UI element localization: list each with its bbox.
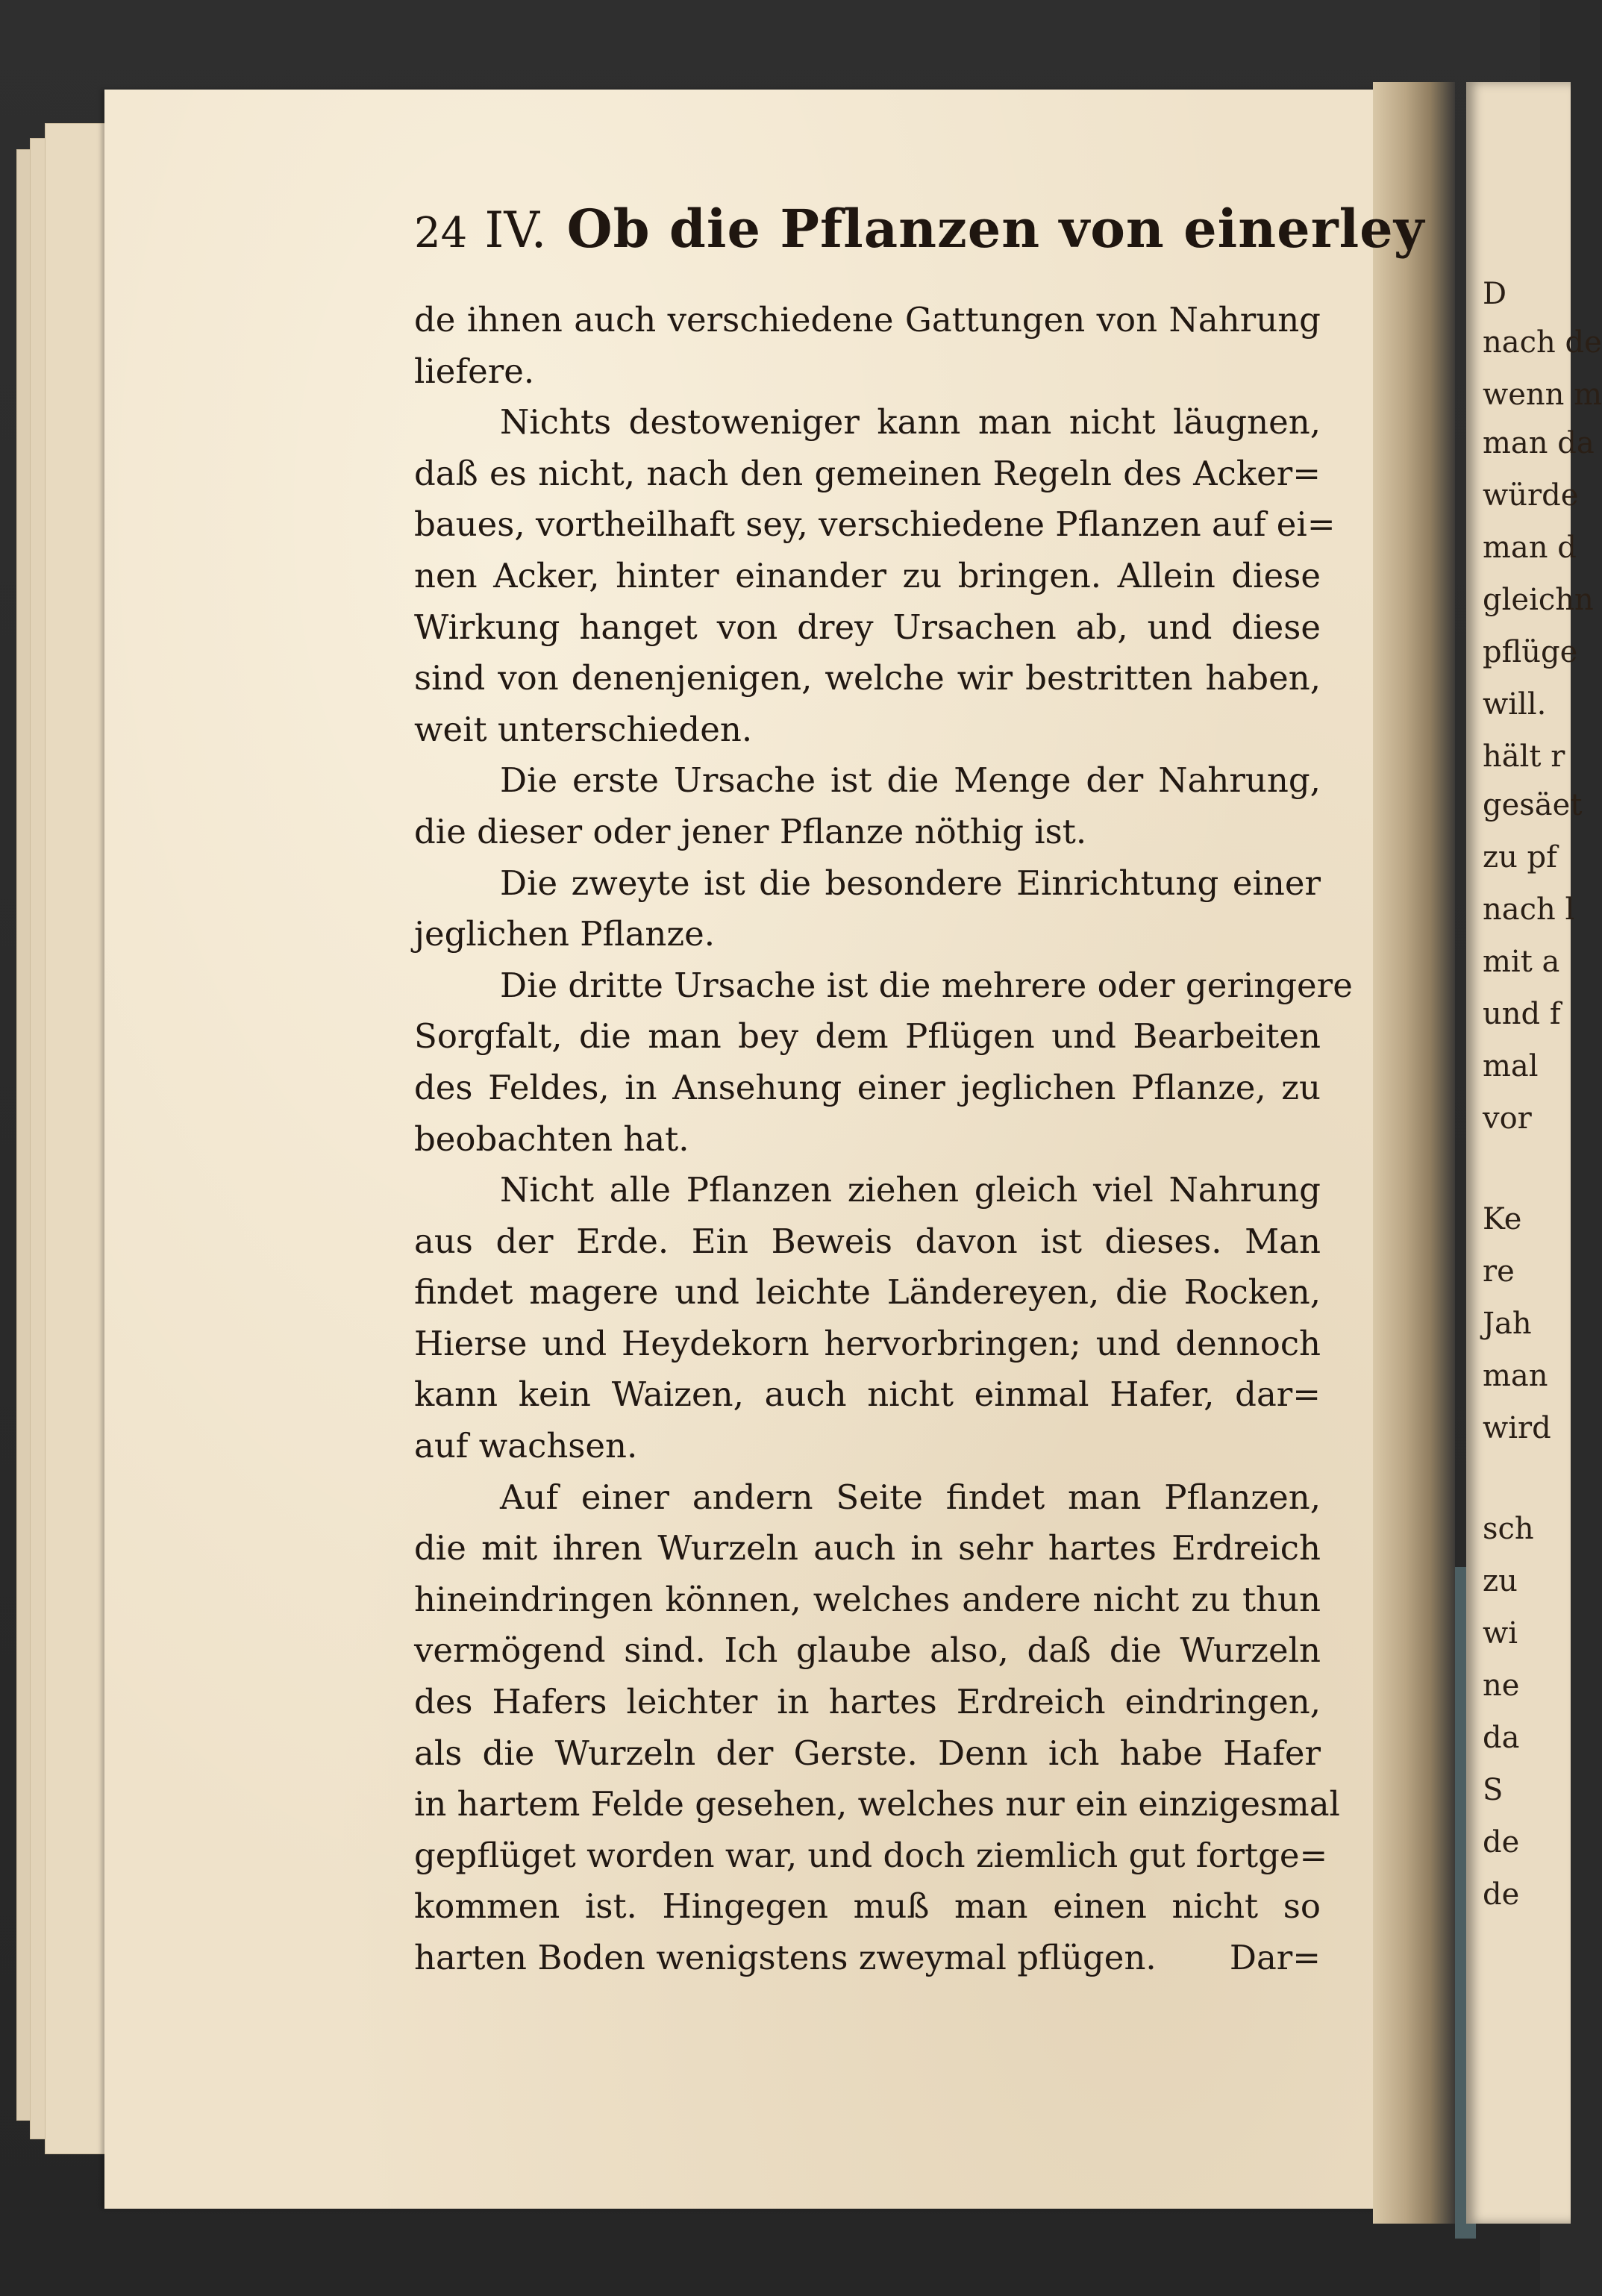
text-line: findet magere und leichte Ländereyen, die Rocken, (414, 1272, 1321, 1313)
facing-fragment: re (1483, 1254, 1515, 1289)
facing-fragment: ne (1483, 1668, 1520, 1703)
text-line: Sorgfalt, die man bey dem Pflügen und Bearbeiten (414, 1016, 1321, 1057)
text-line: die dieser oder jener Pflanze nöthig ist. (414, 811, 1087, 851)
facing-fragment: pflüge (1483, 635, 1578, 669)
facing-fragment: gesäet (1483, 788, 1583, 822)
text-line: sind von denenjenigen, welche wir bestritten haben, (414, 658, 1321, 698)
facing-fragment: zu pf (1483, 840, 1557, 875)
facing-fragment: zu (1483, 1564, 1518, 1598)
text-line: auf wachsen. (414, 1426, 638, 1466)
facing-fragment: will. (1483, 687, 1547, 722)
text-line: Die zweyte ist die besondere Einrichtung einer (500, 863, 1321, 903)
running-title: Ob die Pflanzen von einerley (566, 198, 1425, 260)
facing-fragment: S (1483, 1773, 1504, 1807)
facing-fragment: Jah (1483, 1307, 1532, 1341)
facing-fragment: Ke (1483, 1202, 1522, 1236)
section-number: IV. (484, 201, 547, 259)
facing-fragment: wird (1483, 1411, 1551, 1445)
text-line: Die dritte Ursache ist die mehrere oder geringere (500, 965, 1353, 1005)
text-line: kann kein Waizen, auch nicht einmal Hafer, dar= (414, 1374, 1321, 1415)
facing-fragment: man (1483, 1359, 1548, 1393)
text-line: kommen ist. Hingegen muß man einen nicht so (414, 1886, 1321, 1927)
text-line: in hartem Felde gesehen, welches nur ein einzigesmal (414, 1784, 1340, 1824)
text-line: harten Boden wenigstens zweymal pflügen. (414, 1938, 1157, 1977)
text-line: die mit ihren Wurzeln auch in sehr hartes Erdreich (414, 1528, 1321, 1568)
catchword: Dar= (1229, 1938, 1321, 1977)
text-line: Auf einer andern Seite findet man Pflanzen, (500, 1477, 1321, 1517)
facing-fragment: würde (1483, 478, 1579, 513)
text-line: baues, vortheilhaft sey, verschiedene Pflanzen auf ei= (414, 504, 1336, 545)
last-line (414, 1933, 1321, 1984)
facing-fragment: und f (1483, 997, 1561, 1031)
text-line: daß es nicht, nach den gemeinen Regeln des Acker= (414, 453, 1321, 493)
page-number: 24 (414, 209, 468, 257)
facing-page (1466, 82, 1602, 2224)
text-line: des Hafers leichter in hartes Erdreich eindringen, (414, 1682, 1321, 1722)
facing-fragment: mit a (1483, 945, 1560, 979)
facing-fragment: vor (1483, 1101, 1532, 1136)
facing-fragment: man d (1483, 531, 1577, 565)
facing-fragment: nach de (1483, 325, 1602, 360)
text-line: aus der Erde. Ein Beweis davon ist dieses. Man (414, 1221, 1321, 1261)
facing-fragment: man da (1483, 426, 1595, 460)
text-line: als die Wurzeln der Gerste. Denn ich habe Hafer (414, 1733, 1321, 1773)
book-gutter (1373, 82, 1455, 2224)
text-line: des Feldes, in Ansehung einer jeglichen Pflanze, zu (414, 1067, 1321, 1107)
text-line: vermögend sind. Ich glaube also, daß die Wurzeln (414, 1630, 1321, 1671)
facing-fragment: de (1483, 1877, 1520, 1912)
text-line: Nicht alle Pflanzen ziehen gleich viel Nahrung (500, 1170, 1321, 1210)
text-line: Die erste Ursache ist die Menge der Nahrung, (500, 760, 1321, 801)
facing-fragment: D (1483, 277, 1507, 311)
text-line: Hierse und Heydekorn hervorbringen; und dennoch (414, 1323, 1321, 1363)
text-line: Wirkung hanget von drey Ursachen ab, und diese (414, 607, 1321, 647)
text-line: jeglichen Pflanze. (414, 914, 716, 954)
facing-fragment: gleichn (1483, 583, 1594, 617)
facing-fragment: mal (1483, 1049, 1539, 1083)
facing-fragment: nach l (1483, 892, 1575, 927)
text-line: gepflüget worden war, und doch ziemlich gut fortge= (414, 1835, 1328, 1875)
text-line: Nichts destoweniger kann man nicht läugnen, (500, 402, 1321, 442)
facing-fragment: de (1483, 1825, 1520, 1859)
facing-fragment: sch (1483, 1512, 1534, 1546)
body-text (414, 295, 1353, 1984)
text-line: hineindringen können, welches andere nicht zu thun (414, 1579, 1321, 1619)
facing-fragment: hält r (1483, 739, 1565, 774)
text-line: beobachten hat. (414, 1119, 689, 1159)
text-line: liefere. (414, 351, 535, 391)
facing-fragment: wi (1483, 1616, 1518, 1651)
running-header (414, 198, 1425, 265)
text-line: nen Acker, hinter einander zu bringen. Allein diese (414, 555, 1321, 595)
text-line: de ihnen auch verschiedene Gattungen von Nahrung (414, 300, 1321, 340)
facing-fragment: wenn m (1483, 378, 1602, 412)
facing-fragment: da (1483, 1721, 1520, 1755)
text-line: weit unterschieden. (414, 709, 753, 749)
